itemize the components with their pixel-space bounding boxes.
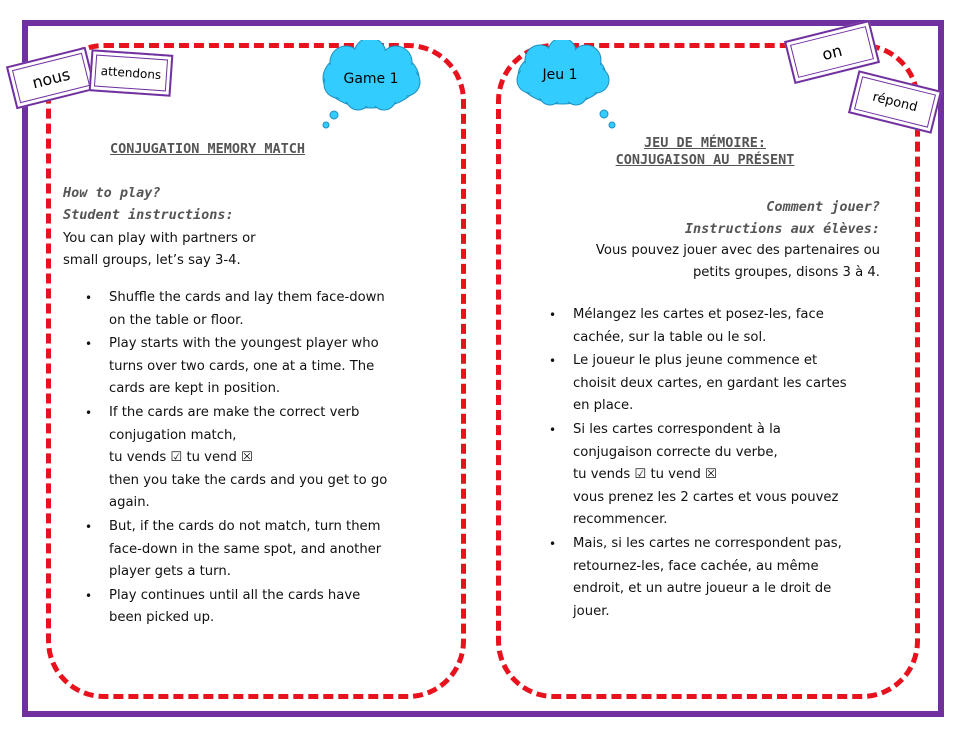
rule-line: • Shuffle the cards and lay them face-down [109, 290, 385, 305]
student-instructions-heading: Student instructions: [63, 207, 234, 223]
rule-line: tu vends ☑ tu vend ☒ [109, 450, 253, 466]
rule-item [85, 287, 445, 332]
student-instructions-heading: Instructions aux élèves: [684, 221, 880, 237]
rule-line: turns over two cards, one at a time. The [109, 358, 375, 374]
word-card-label: répond [870, 89, 920, 115]
rule-line: conjugation match, [109, 427, 237, 443]
word-card-attendons [89, 49, 174, 97]
intro-line: Vous pouvez jouer avec des partenaires ou [595, 243, 880, 258]
french-title-line: CONJUGAISON AU PRÉSENT [615, 152, 795, 168]
rule-item [549, 419, 889, 532]
rule-line: on the table or floor. [109, 312, 244, 328]
rule-line: player gets a turn. [109, 564, 231, 580]
rule-line: again. [109, 495, 150, 511]
cloud-label: Game 1 [343, 71, 399, 87]
rule-item [549, 533, 889, 623]
rule-line: • Mélangez les cartes et posez-les, face [573, 307, 824, 322]
intro-line: petits groupes, disons 3 à 4. [692, 265, 880, 280]
rule-line: • Le joueur le plus jeune commence et [573, 353, 818, 369]
english-rules-list [85, 287, 445, 631]
rule-line: • Play starts with the youngest player who [109, 336, 379, 352]
rule-line: choisit deux cartes, en gardant les cartes [573, 375, 847, 391]
word-card-label: attendons [100, 63, 162, 83]
rule-line: • If the cards are make the correct verb [109, 404, 360, 420]
thought-cloud-jeu [514, 40, 618, 132]
rule-line: vous prenez les 2 cartes et vous pouvez [573, 489, 839, 505]
rule-line: • Si les cartes correspondent à la [573, 421, 781, 437]
rule-line: cards are kept in position. [109, 381, 281, 397]
rule-item [85, 516, 445, 584]
how-to-play-heading: How to play? [63, 185, 161, 201]
rule-line: • But, if the cards do not match, turn them [109, 518, 381, 534]
rule-line: endroit, et un autre joueur a le droit de [573, 581, 832, 597]
how-to-play-heading: Comment jouer? [766, 199, 880, 215]
rule-line: then you take the cards and you get to go [109, 472, 388, 488]
intro-line: You can play with partners or [63, 231, 256, 246]
thought-cloud-game [318, 40, 424, 132]
rule-line: en place. [573, 398, 634, 414]
rule-line: cachée, sur la table ou le sol. [573, 329, 767, 345]
rule-line: jouer. [573, 603, 610, 619]
cloud-label: Jeu 1 [542, 67, 578, 83]
rule-line: • Mais, si les cartes ne correspondent pas, [573, 535, 842, 551]
rule-item [549, 304, 889, 349]
rule-item [85, 333, 445, 401]
rule-item [85, 585, 445, 630]
intro-line: small groups, let’s say 3-4. [63, 253, 241, 268]
rule-line: been picked up. [109, 610, 215, 626]
rule-line: retournez-les, face cachée, au même [573, 558, 819, 574]
word-card-label: nous [30, 64, 72, 92]
english-how-to-play [63, 182, 234, 226]
thought-cloud-icon [514, 40, 618, 132]
rule-line: • Play continues until all the cards have [109, 587, 361, 603]
english-intro [63, 228, 363, 272]
rule-line: face-down in the same spot, and another [109, 541, 382, 557]
english-title: CONJUGATION MEMORY MATCH [110, 141, 306, 157]
french-title-line: JEU DE MÉMOIRE: [644, 135, 766, 151]
french-title [560, 135, 850, 169]
french-rules-list [549, 304, 889, 624]
rule-line: conjugaison correcte du verbe, [573, 444, 778, 460]
french-intro [540, 240, 880, 284]
rule-line: recommencer. [573, 512, 668, 528]
word-card-label: on [820, 40, 844, 64]
rule-item [549, 350, 889, 418]
rule-item [85, 402, 445, 515]
french-how-to-play [560, 196, 880, 240]
rule-line: tu vends ☑ tu vend ☒ [573, 467, 717, 483]
